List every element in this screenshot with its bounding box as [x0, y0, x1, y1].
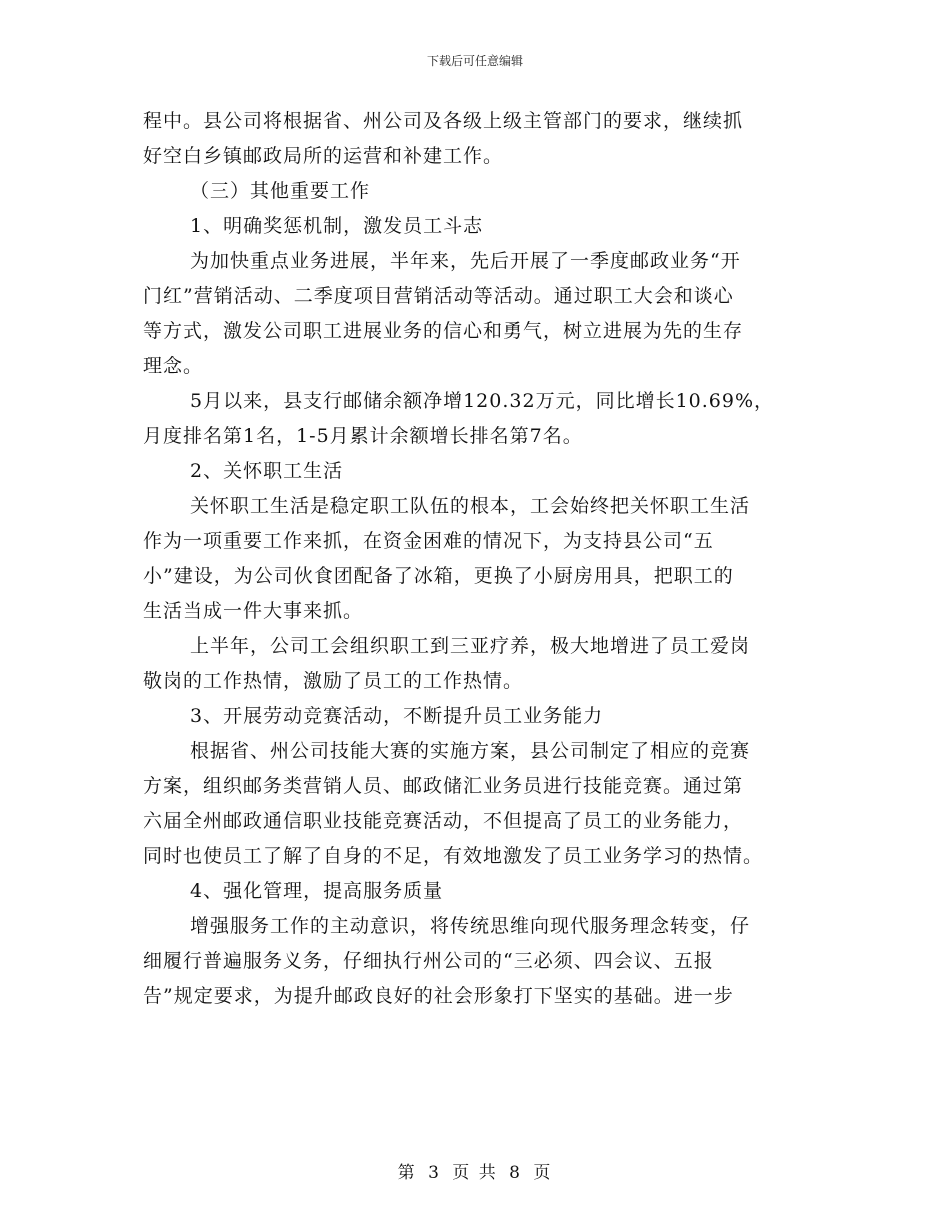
text-line: 增强服务工作的主动意识，将传统思维向现代服务理念转变，仔	[190, 915, 751, 937]
page-footer	[0, 1158, 950, 1183]
text-line: 六届全州邮政通信职业技能竞赛活动，不但提高了员工的业务能力，	[143, 810, 744, 832]
footer-prefix: 第	[397, 1163, 417, 1183]
text-line: 等方式，激发公司职工进展业务的信心和勇气，树立进展为先的生存	[143, 320, 744, 342]
text-line: 2、关怀职工生活	[190, 460, 344, 482]
text-line: 为加快重点业务进展，半年来，先后开展了一季度邮政业务“开	[190, 250, 741, 272]
text-line: 1、明确奖惩机制，激发员工斗志	[190, 215, 484, 237]
text-line: 根据省、州公司技能大赛的实施方案，县公司制定了相应的竞赛	[190, 740, 751, 762]
text-line: 关怀职工生活是稳定职工队伍的根本，工会始终把关怀职工生活	[190, 495, 751, 517]
page-header-note: 下载后可任意编辑	[426, 54, 523, 68]
text-line: 5月以来，县支行邮储余额净增120.32万元，同比增长10.69%，	[190, 390, 775, 412]
text-line: 方案，组织邮务类营销人员、邮政储汇业务员进行技能竞赛。通过第	[143, 775, 744, 797]
text-line: 敬岗的工作热情，激励了员工的工作热情。	[143, 670, 524, 692]
text-line: 细履行普遍服务义务，仔细执行州公司的“三必须、四会议、五报	[143, 950, 714, 972]
text-line: 作为一项重要工作来抓，在资金困难的情况下，为支持县公司“五	[143, 530, 714, 552]
text-line: 生活当成一件大事来抓。	[143, 600, 364, 622]
text-line: 同时也使员工了解了自身的不足，有效地激发了员工业务学习的热情。	[143, 845, 764, 867]
text-line: 理念。	[143, 355, 204, 377]
text-line: 门红”营销活动、二季度项目营销活动等活动。通过职工大会和谈心	[143, 285, 734, 307]
text-line: 4、强化管理，提高服务质量	[190, 880, 444, 902]
footer-total-pages: 8	[509, 1163, 522, 1183]
text-line: 3、开展劳动竞赛活动，不断提升员工业务能力	[190, 705, 604, 727]
text-line: 程中。县公司将根据省、州公司及各级上级主管部门的要求，继续抓	[143, 110, 744, 132]
text-line: （三）其他重要工作	[190, 180, 371, 202]
footer-suffix: 页	[533, 1163, 553, 1183]
footer-page-number: 3	[428, 1163, 441, 1183]
text-line: 月度排名第1名，1-5月累计余额增长排名第7名。	[143, 425, 583, 447]
footer-middle: 页 共	[452, 1163, 498, 1183]
document-body	[143, 104, 813, 1014]
text-line: 告”规定要求，为提升邮政良好的社会形象打下坚实的基础。进一步	[143, 985, 734, 1007]
text-line: 好空白乡镇邮政局所的运营和补建工作。	[143, 145, 504, 167]
text-line: 上半年，公司工会组织职工到三亚疗养，极大地增进了员工爱岗	[190, 635, 751, 657]
text-line: 小”建设，为公司伙食团配备了冰箱，更换了小厨房用具，把职工的	[143, 565, 734, 587]
